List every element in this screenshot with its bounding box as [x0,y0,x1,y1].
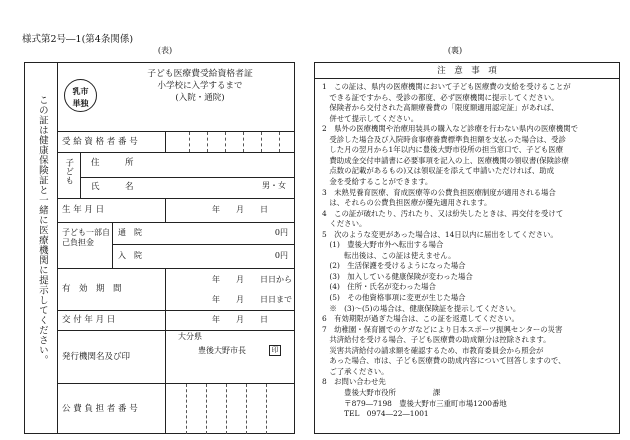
birthdate-label: 生 年 月 日 [62,205,105,215]
note-line: した月の翌月から1年以内に豊後大野市役所の担当窓口で、子ども医療 [322,145,564,155]
issue-date-label: 交 付 年 月 日 [62,315,116,325]
form-number-label: 様式第2号―1(第4条関係) [22,34,134,45]
name-label: 氏 名 [91,182,134,192]
validity-to-label: 日まで [268,295,292,304]
recipient-number-label: 受 給 資 格 者 番 号 [62,137,138,147]
note-line: 併せて提示してください。 [322,113,419,123]
note-line: あった場合、市は、子ども医療費の助成内容について回答しますので、 [322,356,566,366]
certificate-subtitle: 小学校に入学するまで [157,81,243,91]
issue-date-value: 年 月 日 [212,315,268,324]
notes-title: 注 意 事 項 [437,66,497,76]
note-line: 3 未熟児養育医療、育成医療等の公費負担医療制度が適用される場合 [322,187,556,197]
outpatient-label: 通 院 [118,228,142,237]
validity-start-date: 年 月 日 [212,275,268,284]
note-line: 共済給付を受ける場合、子ども医療費の助成額分は控除されます。 [322,335,551,345]
certificate-coverage: (入院・通院) [175,93,225,103]
note-line: 2 県外の医療機関や治療用装具の購入など診療を行わない県内の医療機関で [322,124,578,134]
certificate-title: 子ども医療費受給資格者証 [147,69,253,79]
note-line: 6 有効期限が過ぎた場合は、この証を返還してください。 [322,314,519,324]
note-line: 〒879―7198 豊後大野市三重町市場1200番地 [322,398,507,408]
note-line: 1 この証は、県内の医療機関において子ども医療費の支給を受けることが [322,82,571,91]
inpatient-label: 入 院 [118,251,142,260]
note-line: (5) その他資格事項に変更が生じた場合 [322,293,466,302]
note-line: 点数の記載があるもの)又は領収証を添えて申請いただければ、助成 [322,166,554,176]
validity-label: 有 効 期 間 [62,284,122,294]
prefecture-name: 大分県 [178,332,202,341]
note-line: ※ (3)～(5)の場合は、健康保険証を提示してください。 [322,303,521,313]
validity-from-label: 日から [268,275,292,284]
note-line: できる証ですから、受診の都度、必ず医療機関に提示してください。 [322,92,559,102]
note-line: 受診した場合及び入院時食事療養費標準負担額を支払った場合は、受診 [322,134,566,144]
note-line: (1) 豊後大野市外へ転出する場合 [322,240,444,250]
address-label: 住 所 [91,158,134,168]
note-line: 転出後は、この証は使えません。 [322,250,456,260]
note-line: 保険者から交付された高額療養費の「限度額適用認定証」があれば、 [322,103,559,113]
birthdate-value: 年 月 日 [212,205,268,214]
note-line: (4) 住所・氏名が変わった場合 [322,282,436,292]
outpatient-amount: 0円 [274,228,288,237]
inpatient-amount: 0円 [274,251,288,260]
back-side-label: (裏) [447,46,463,55]
note-line: 7 幼稚園・保育園でのケガなどにより日本スポーツ振興センターの災害 [322,324,563,334]
note-line: TEL 0974―22―1001 [322,409,429,419]
child-group-label: 子ども [63,158,74,185]
note-line: ください。 [322,219,367,229]
note-line: 豊後大野市役所 課 [322,387,441,397]
note-line: (3) 加入している健康保険が変わった場合 [322,271,473,281]
public-burden-number-label: 公 費 負 担 者 番 号 [62,404,138,414]
side-notice-text: この証は健康保険証と一緒に医療機関に提示してください。 [36,95,48,365]
copay-label: 子ども一部自己負担金 [62,228,110,248]
front-side-label: (表) [157,46,173,55]
note-line: は、それらの公費負担医療が優先適用されます。 [322,198,492,208]
note-line: 8 お問い合わせ先 [322,377,386,387]
issuer-label: 発行機関名及び印 [62,352,131,362]
note-line: (2) 生活保護を受けるようになった場合 [322,261,466,271]
sex-value: 男・女 [262,181,286,190]
note-line: ご了承ください。 [322,366,389,376]
note-line: 費助成金交付申請書に必要事項を記入の上、医療機関の領収書(保険診療 [322,155,569,165]
note-line: 5 次のような変更があった場合は、14日以内に届出をしてください。 [322,229,558,239]
note-line: 災害共済給付の請求額を確認するため、市教育委員会から照会が [322,345,544,355]
official-stamp-box: 印 [269,345,281,356]
mayor-name: 豊後大野市長 [198,346,246,355]
validity-end-date: 年 月 日 [212,295,268,304]
note-line: 金を受給することができます。 [322,176,433,186]
single-city-seal: 乳市 単独 [64,79,97,112]
note-line: 4 この証が破れたり、汚れたり、又は紛失したときは、再交付を受けて [322,208,564,218]
